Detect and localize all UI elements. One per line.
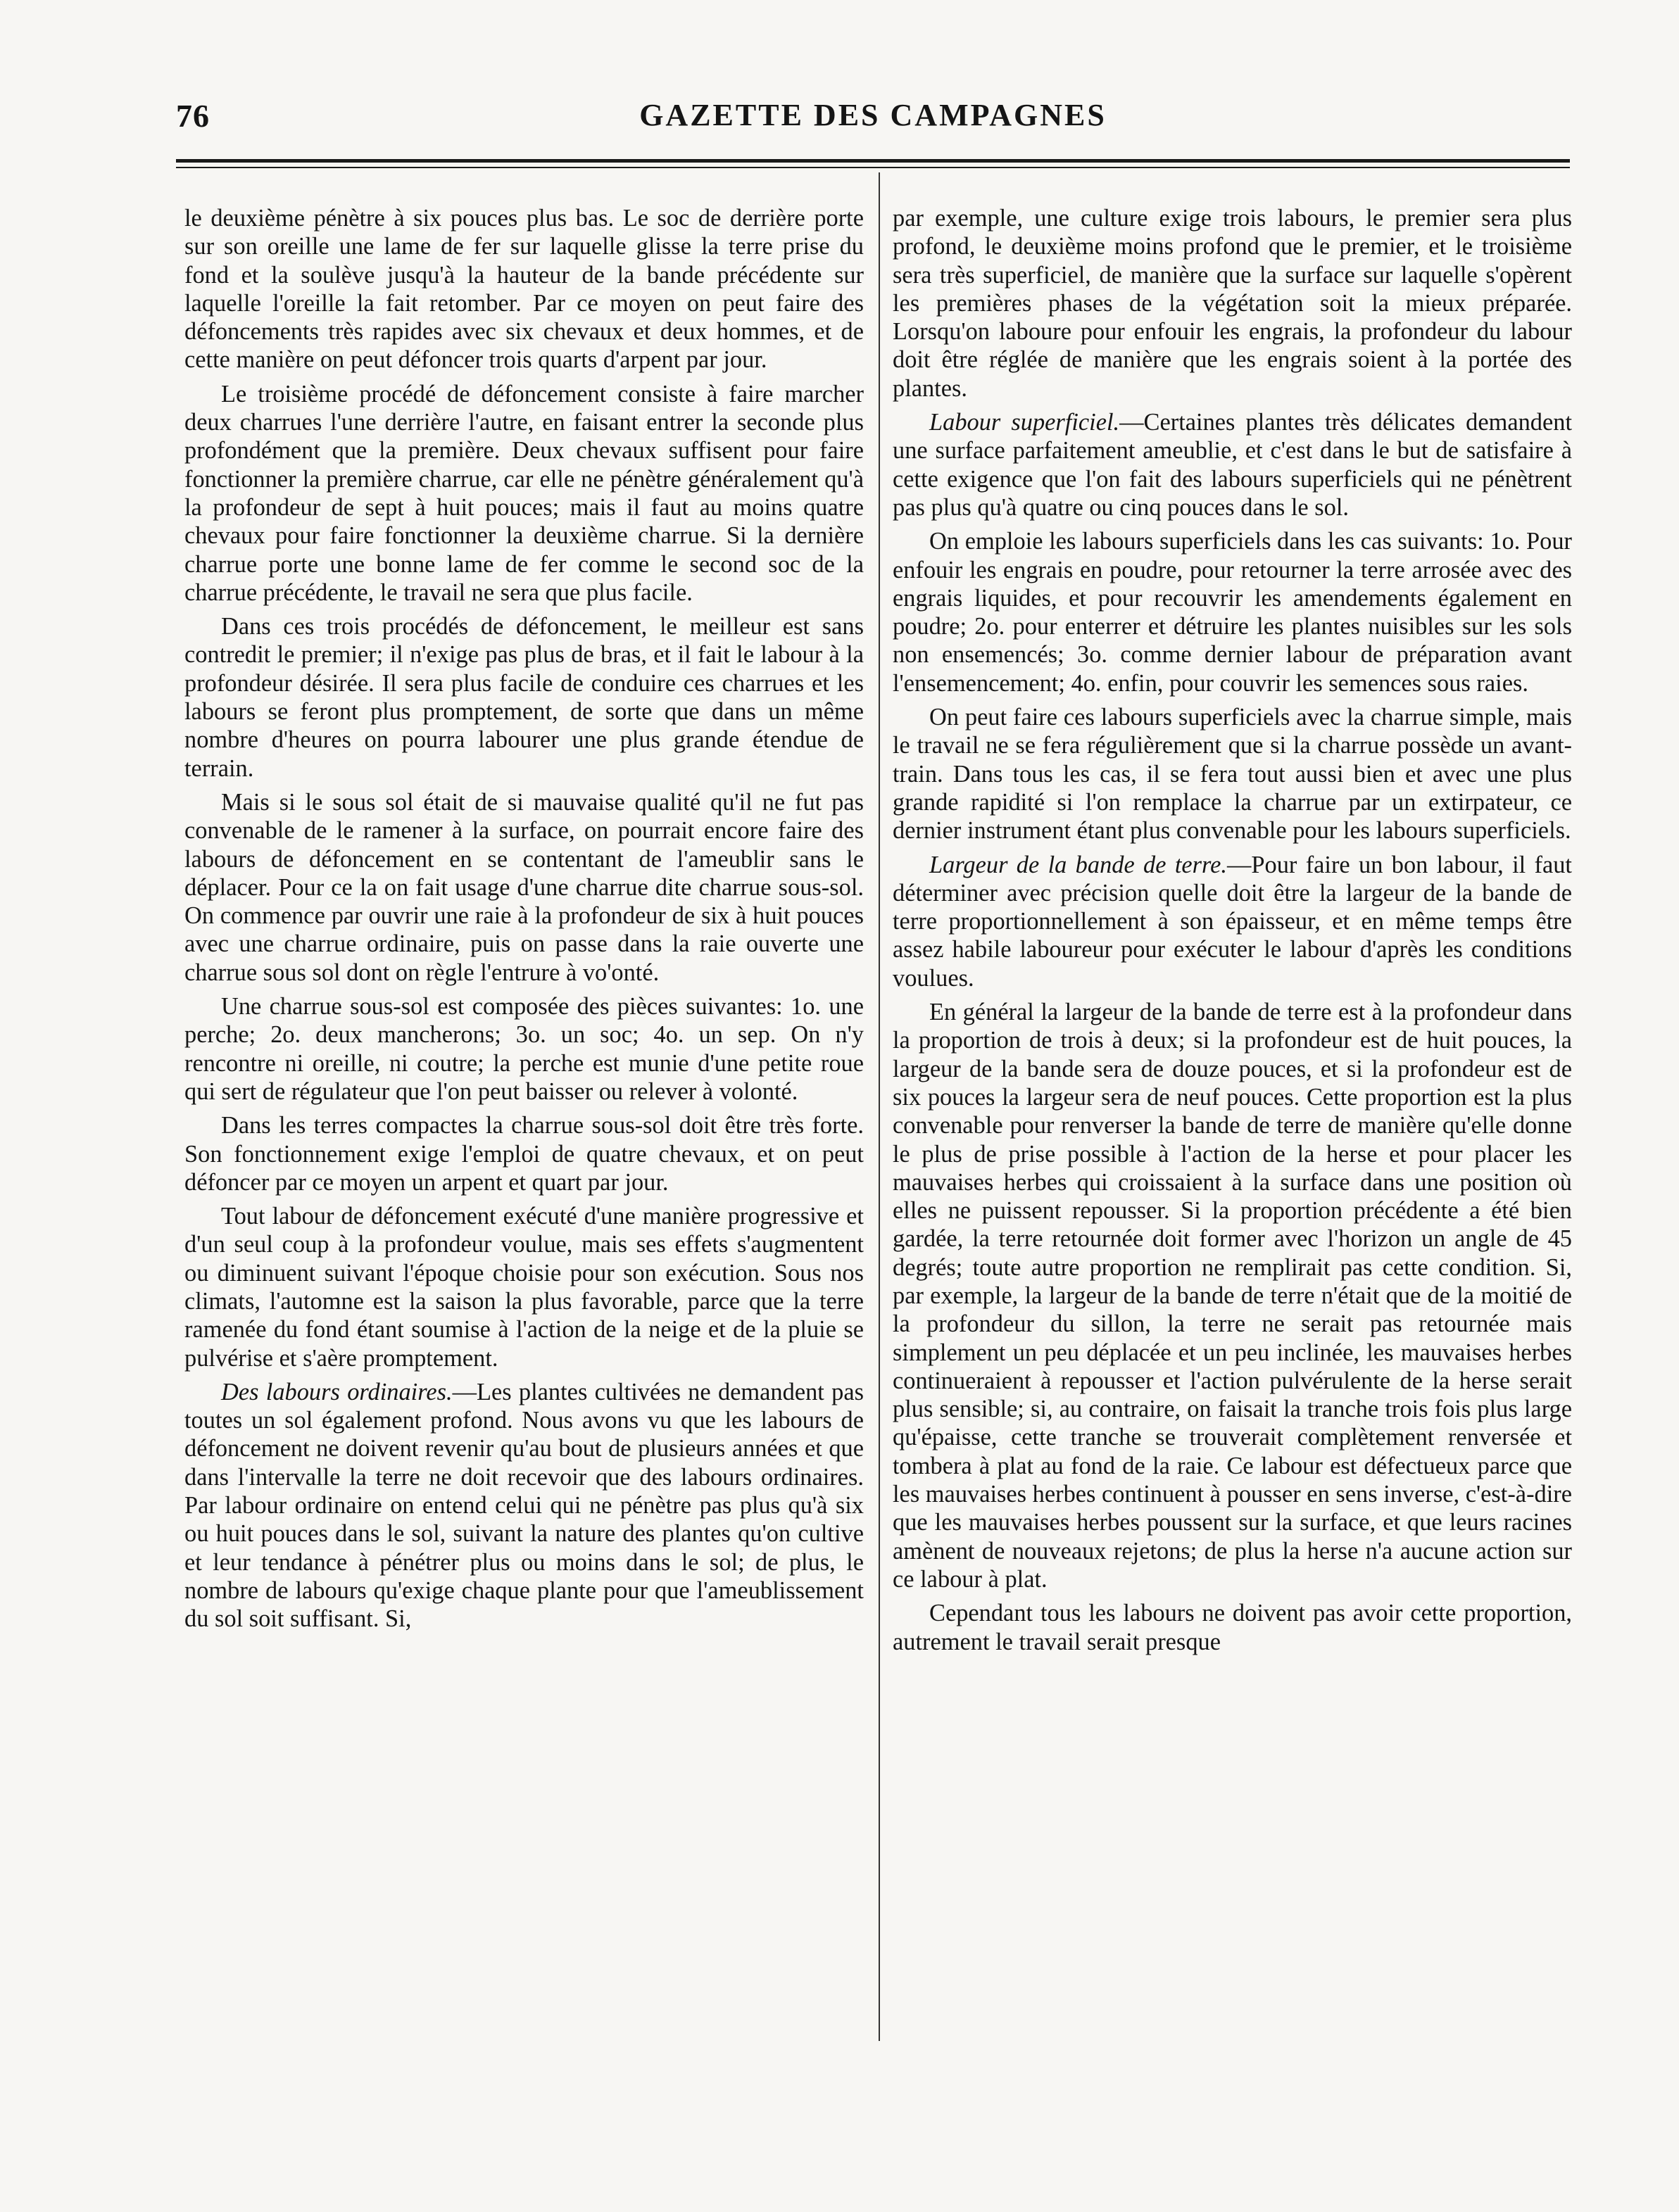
paragraph-text: En général la largeur de la bande de terre est à la profondeur dans la proportion de trois à deux; si la profondeur est de huit pouces, la largeur de la bande sera de douze pouces, et si la profondeur est de six pouces la largeur sera de neuf pouces. Cette proportion est la plus convenable pour renverser la bande de terre de manière qu'elle donne le plus de prise possible à l'action de la herse et pour placer les mauvaises herbes qui croissaient à la surface dans une position où elles ne puissent repousser. Si la proportion précédente a été bien gardée, la terre retournée doit former avec l'horizon un angle de 45 degrés; toute autre proportion ne remplirait pas cette condition. Si, par exemple, la largeur de la bande de terre n'était que de la moitié de la profondeur du sillon, la terre ne serait pas retournée mais simplement un peu déplacée et un peu inclinée, les mauvaises herbes continueraient à repousser et l'action pulvérulente de la herse serait plus sensible; si, au contraire, on faisait la tranche trois fois plus large qu'épaisse, cette tranche se trouverait complètement renversée et tombera à plat au fond de la raie. Ce labour est défectueux parce que les mauvaises herbes continuent à pousser en sens inverse, c'est-à-dire que les mauvaises herbes poussent sur la surface, et que leurs racines amènent de nouveaux rejetons; de plus la herse n'a aucune action sur ce labour à plat. bbox=[893, 999, 1572, 1593]
paragraph bbox=[893, 851, 1572, 992]
right-column bbox=[893, 204, 1572, 2041]
paragraph bbox=[184, 788, 864, 987]
paragraph bbox=[184, 204, 864, 374]
paragraph bbox=[893, 204, 1572, 403]
paragraph-text: Le troisième procédé de défoncement consiste à faire marcher deux charrues l'une derrière l'autre, en faisant entrer la seconde plus profondément que la première. Deux chevaux suffisent pour faire fonctionner la première charrue, car elle ne pénètre généralement qu'à la profondeur de sept à huit pouces; mais il faut au moins quatre chevaux pour faire fonctionner la deuxième charrue. Si la dernière charrue porte une bonne lame de fer comme le second soc de la charrue précédente, le travail ne sera que plus facile. bbox=[184, 380, 864, 606]
paragraph bbox=[893, 998, 1572, 1593]
column-divider bbox=[879, 172, 880, 2041]
paragraph-text: —Les plantes cultivées ne demandent pas toutes un sol également profond. Nous avons vu que les labours de défoncement ne doivent revenir qu'au bout de plusieurs années et que dans l'intervalle la terre ne doit recevoir que des labours ordinaires. Par labour ordinaire on entend celui qui ne pénètre pas plus qu'à six ou huit pouces dans le sol, suivant la nature des plantes qu'on cultive et leur tendance à pénétrer plus ou moins dans le sol; de plus, le nombre de labours qu'exige chaque plante pour que l'ameublissement du sol soit suffisant. Si, bbox=[184, 1378, 864, 1633]
header-rule-thick bbox=[176, 159, 1570, 163]
page-header bbox=[176, 97, 1570, 139]
paragraph bbox=[184, 380, 864, 607]
running-title: GAZETTE DES CAMPAGNES bbox=[639, 98, 1107, 132]
paragraph bbox=[893, 703, 1572, 845]
paragraph-text: On emploie les labours superficiels dans les cas suivants: 1o. Pour enfouir les engrais en poudre, pour retourner la terre arrosée avec des engrais liquides, et pour recouvrir les amendements également en poudre; 2o. pour enterrer et détruire les plantes nuisibles sur les sols non ensemencés; 3o. comme dernier labour de préparation avant l'ensemencement; 4o. enfin, pour couvrir les semences sous raies. bbox=[893, 528, 1572, 697]
left-column bbox=[184, 204, 864, 2041]
paragraph-text: —Pour faire un bon labour, il faut déterminer avec précision quelle doit être la largeur de la bande de terre proportionnellement à son épaisseur, et en même temps être assez habile laboureur pour exécuter le labour d'après les conditions voulues. bbox=[893, 851, 1572, 992]
section-heading: Largeur de la bande de terre. bbox=[929, 851, 1228, 878]
paragraph-text: Cependant tous les labours ne doivent pas avoir cette proportion, autrement le travail serait presque bbox=[893, 1600, 1572, 1655]
paragraph bbox=[184, 1111, 864, 1196]
paragraph-text: Mais si le sous sol était de si mauvaise qualité qu'il ne fut pas convenable de le ramener à la surface, on pourrait encore faire des labours de défoncement en se contentant de l'ameublir sans le déplacer. Pour ce la on fait usage d'une charrue dite charrue sous-sol. On commence par ouvrir une raie à la profondeur de six à huit pouces avec une charrue ordinaire, puis on passe dans la raie ouverte une charrue sous sol dont on règle l'entrure à vo'onté. bbox=[184, 788, 864, 986]
paragraph-text: le deuxième pénètre à six pouces plus bas. Le soc de derrière porte sur son oreille une lame de fer sur laquelle glisse la terre prise du fond et la soulève jusqu'à la hauteur de la bande précédente sur laquelle l'oreille la fait retomber. Par ce moyen on peut faire des défoncements très rapides avec six chevaux et deux hommes, et de cette manière on peut défoncer trois quarts d'arpent par jour. bbox=[184, 205, 864, 374]
paragraph bbox=[184, 612, 864, 783]
paragraph-text: par exemple, une culture exige trois labours, le premier sera plus profond, le deuxième moins profond que le premier, et le troisième sera très superficiel, de manière que la surface sur laquelle s'opèrent les premières phases de la végétation soit la mieux préparée. Lorsqu'on laboure pour enfouir les engrais, la profondeur du labour doit être réglée de manière que les engrais soient à la portée des plantes. bbox=[893, 205, 1572, 402]
paragraph bbox=[893, 408, 1572, 522]
paragraph bbox=[893, 1599, 1572, 1656]
paragraph-text: Tout labour de défoncement exécuté d'une manière progressive et d'un seul coup à la profondeur voulue, mais ses effets s'augmentent ou diminuent suivant l'époque choisie pour son exécution. Sous nos climats, l'automne est la saison la plus favorable, parce que la terre ramenée du fond étant soumise à l'action de la neige et de la pluie se pulvérise et s'aère promptement. bbox=[184, 1203, 864, 1372]
paragraph bbox=[184, 1378, 864, 1633]
section-heading: Des labours ordinaires. bbox=[221, 1378, 453, 1405]
paragraph-text: —Certaines plantes très délicates demandent une surface parfaitement ameublie, et c'est dans le but de satisfaire à cette exigence que l'on fait des labours superficiels qui ne pénètrent pas plus qu'à quatre ou cinq pouces dans le sol. bbox=[893, 409, 1572, 521]
section-heading: Labour superficiel. bbox=[929, 409, 1120, 436]
paragraph-text: Dans ces trois procédés de défoncement, le meilleur est sans contredit le premier; il n'exige pas plus de bras, et il fait le labour à la profondeur désirée. Il sera plus facile de conduire ces charrues et les labours se feront plus promptement, de sorte que dans un même nombre d'heures on pourra labourer une plus grande étendue de terrain. bbox=[184, 613, 864, 782]
paragraph-text: On peut faire ces labours superficiels avec la charrue simple, mais le travail ne se fera régulièrement que si la charrue possède un avant-train. Dans tous les cas, il se fera tout aussi bien et avec une plus grande rapidité si l'on remplace la charrue par un extirpateur, ce dernier instrument étant plus convenable pour les labours superficiels. bbox=[893, 704, 1572, 845]
paragraph-text: Une charrue sous-sol est composée des pièces suivantes: 1o. une perche; 2o. deux mancherons; 3o. un soc; 4o. un sep. On n'y rencontre ni oreille, ni coutre; la perche est munie d'une petite roue qui sert de régulateur que l'on peut baisser ou relever à volonté. bbox=[184, 993, 864, 1105]
paragraph bbox=[184, 1202, 864, 1372]
paragraph bbox=[893, 527, 1572, 697]
page-number: 76 bbox=[176, 98, 210, 134]
paragraph-text: Dans les terres compactes la charrue sous-sol doit être très forte. Son fonctionnement exige l'emploi de quatre chevaux, et on peut défoncer par ce moyen un arpent et quart par jour. bbox=[184, 1112, 864, 1196]
paragraph bbox=[184, 992, 864, 1106]
header-rule-thin bbox=[176, 167, 1570, 168]
